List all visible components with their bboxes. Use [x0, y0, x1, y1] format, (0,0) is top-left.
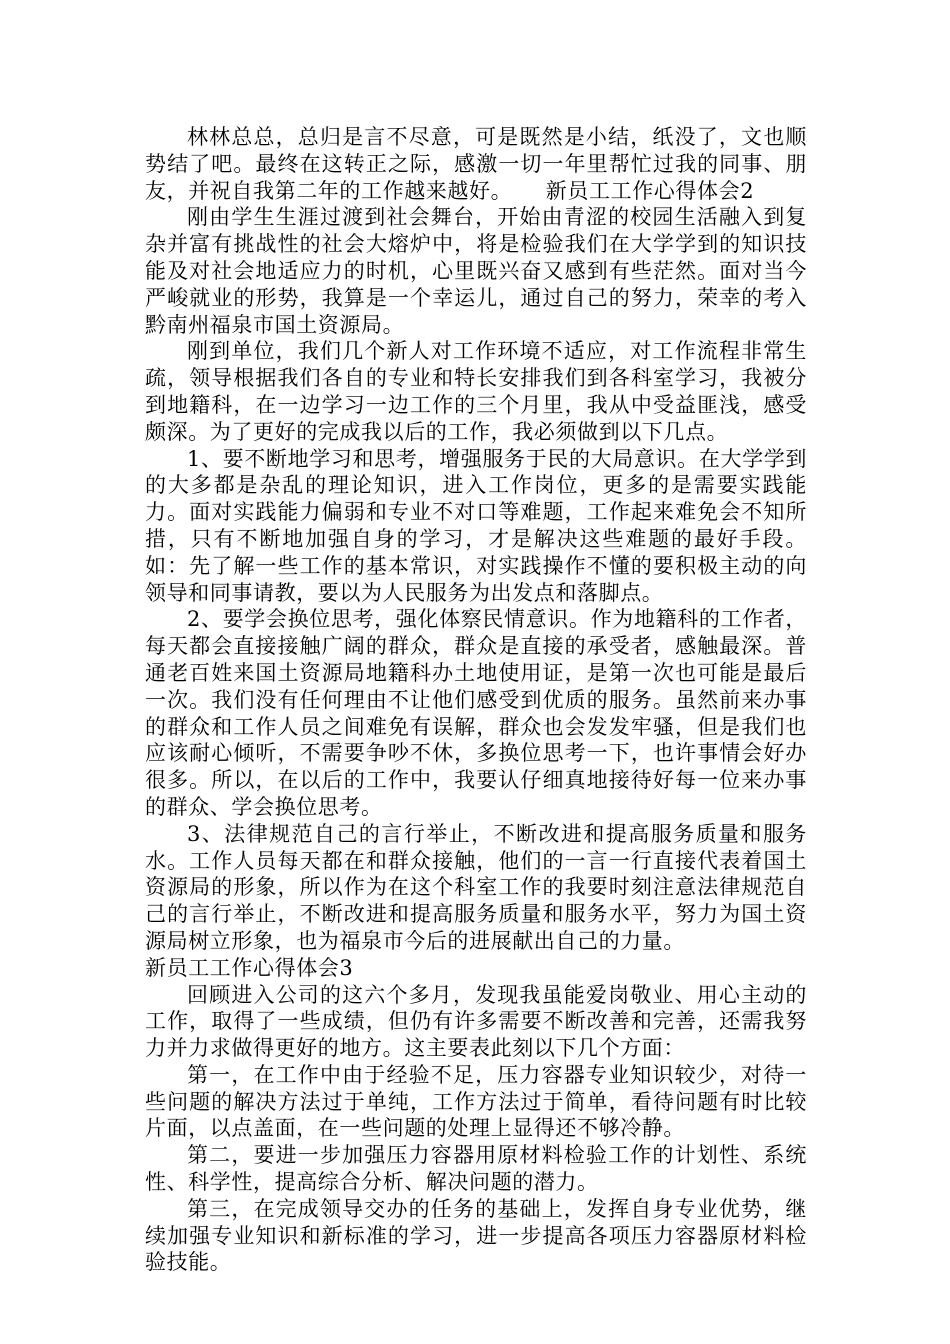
paragraph-third: 第三，在完成领导交办的任务的基础上，发挥自身专业优势，继续加强专业知识和新标准的学习，进一步提高各项压力容器原材料检验技能。: [145, 1196, 807, 1275]
paragraph-point-2: 2、要学会换位思考，强化体察民情意识。作为地籍科的工作者，每天都会直接接触广阔的群众，群众是直接的承受者，感触最深。普通老百姓来国土资源局地籍科办土地使用证，是第一次也可能是最后一次。我们没有任何理由不让他们感受到优质的服务。虽然前来办事的群众和工作人员之间难免有误解，群众也会发发牢骚，但是我们也应该耐心倾听，不需要争吵不休，多换位思考一下，也许事情会好办很多。所以，在以后的工作中，我要认仔细真地接待好每一位来办事的群众、学会换位思考。: [145, 607, 807, 819]
paragraph-review: 回顾进入公司的这六个多月，发现我虽能爱岗敬业、用心主动的工作，取得了一些成绩，但仍有许多需要不断改善和完善，还需我努力并力求做得更好的地方。这主要表此刻以下几个方面：: [145, 982, 807, 1061]
paragraph-point-1: 1、要不断地学习和思考，增强服务于民的大局意识。在大学学到的大多都是杂乱的理论知识，进入工作岗位，更多的是需要实践能力。面对实践能力偏弱和专业不对口等难题，工作起来难免会不知所措，只有不断地加强自身的学习，才是解决这些难题的最好手段。如：先了解一些工作的基本常识，对实践操作不懂的要积极主动的向领导和同事请教，要以为人民服务为出发点和落脚点。: [145, 446, 807, 605]
paragraph-1: [145, 124, 807, 204]
paragraph-1-text: 林林总总，总归是言不尽意，可是既然是小结，纸没了，文也顺势结了吧。最终在这转正之际，感激一切一年里帮忙过我的同事、朋友，并祝自我第二年的工作越来越好。: [145, 125, 807, 203]
paragraph-first: 第一，在工作中由于经验不足，压力容器专业知识较少，对待一些问题的解决方法过于单纯，工作方法过于简单，看待问题有时比较片面，以点盖面，在一些问题的处理上显得还不够冷静。: [145, 1062, 807, 1141]
paragraph-second: 第二，要进一步加强压力容器用原材料检验工作的计划性、系统性、科学性，提高综合分析、解决问题的潜力。: [145, 1143, 807, 1195]
section-heading-2: 新员工工作心得体会2: [545, 178, 755, 203]
document-body: [145, 124, 807, 1276]
paragraph-2: 刚由学生生涯过渡到社会舞台，开始由青涩的校园生活融入到复杂并富有挑战性的社会大熔炉中，将是检验我们在大学学到的知识技能及对社会地适应力的时机，心里既兴奋又感到有些茫然。面对当今严峻就业的形势，我算是一个幸运儿，通过自己的努力，荣幸的考入黔南州福泉市国土资源局。: [145, 205, 807, 337]
paragraph-point-3: 3、法律规范自己的言行举止，不断改进和提高服务质量和服务水。工作人员每天都在和群众接触，他们的一言一行直接代表着国土资源局的形象，所以作为在这个科室工作的我要时刻注意法律规范自己的言行举止，不断改进和提高服务质量和服务水平，努力为国土资源局树立形象，也为福泉市今后的进展献出自己的力量。: [145, 821, 807, 953]
paragraph-3: 刚到单位，我们几个新人对工作环境不适应，对工作流程非常生疏，领导根据我们各自的专业和特长安排我们到各科室学习，我被分到地籍科，在一边学习一边工作的三个月里，我从中受益匪浅，感受颇深。为了更好的完成我以后的工作，我必须做到以下几点。: [145, 339, 807, 444]
section-heading-3: 新员工工作心得体会3: [145, 955, 354, 980]
